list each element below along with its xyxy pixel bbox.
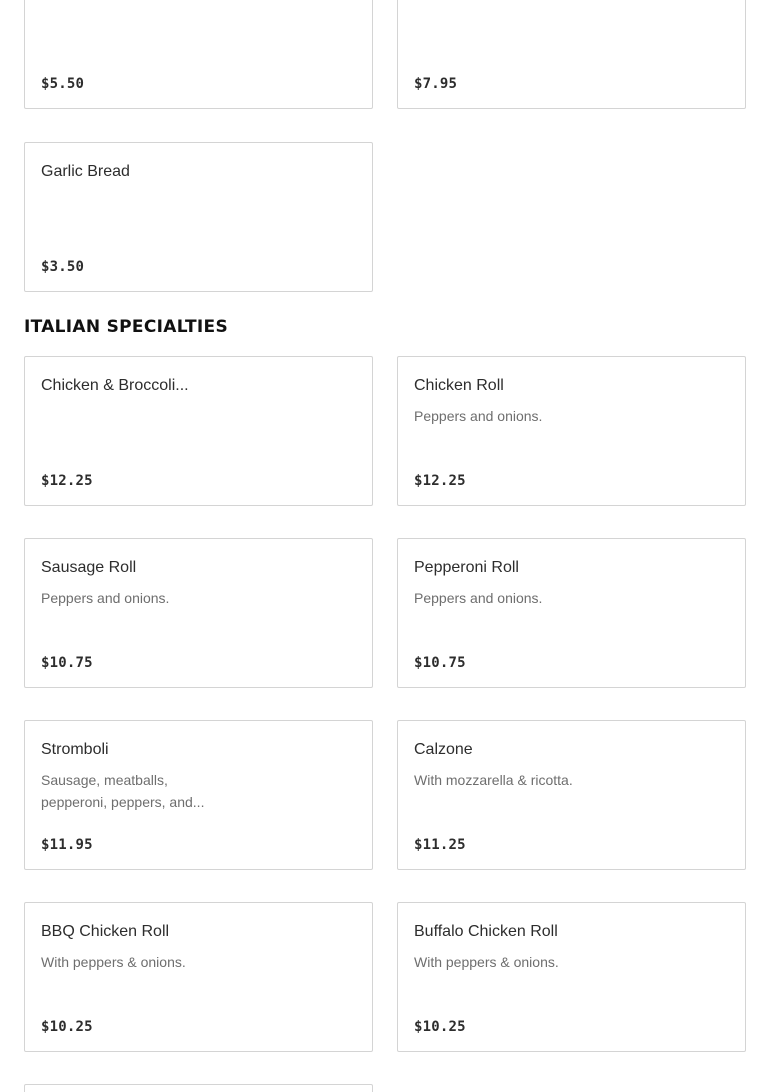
menu-item-card[interactable]	[397, 720, 746, 870]
item-name: Pepperoni Roll	[414, 559, 519, 576]
section-title: ITALIAN SPECIALTIES	[24, 317, 228, 337]
item-description: With mozzarella & ricotta.	[414, 772, 573, 788]
item-price: $3.50	[41, 259, 85, 275]
menu-item-card[interactable]	[24, 0, 373, 109]
menu-item-card[interactable]	[24, 902, 373, 1052]
menu-item-card[interactable]	[397, 538, 746, 688]
item-price: $11.95	[41, 837, 93, 853]
item-name: Garlic Bread	[41, 163, 130, 180]
item-name: BBQ Chicken Roll	[41, 923, 170, 940]
item-description: Peppers and onions.	[41, 590, 170, 606]
item-description: With peppers & onions.	[41, 954, 186, 970]
menu-item-card[interactable]	[24, 720, 373, 870]
item-description: Peppers and onions.	[414, 408, 543, 424]
item-name: Stromboli	[41, 741, 109, 758]
item-price: $10.25	[414, 1019, 466, 1035]
item-price: $12.25	[414, 473, 466, 489]
menu-item-card[interactable]	[24, 1084, 373, 1092]
item-description: Sausage, meatballs, pepperoni, peppers, and...	[41, 772, 205, 810]
item-price: $7.95	[414, 76, 458, 92]
item-description: Peppers and onions.	[414, 590, 543, 606]
menu-item-card[interactable]	[397, 356, 746, 506]
item-price: $10.75	[41, 655, 93, 671]
item-description: With peppers & onions.	[414, 954, 559, 970]
item-name: Chicken & Broccoli...	[41, 377, 189, 394]
item-name: Buffalo Chicken Roll	[414, 923, 558, 940]
item-name: Sausage Roll	[41, 559, 137, 576]
menu-item-card-garlic-bread[interactable]	[24, 142, 373, 292]
item-name: Calzone	[414, 741, 473, 758]
item-price: $5.50	[41, 76, 85, 92]
item-price: $12.25	[41, 473, 93, 489]
item-price: $11.25	[414, 837, 466, 853]
item-price: $10.75	[414, 655, 466, 671]
item-name: Chicken Roll	[414, 377, 504, 394]
menu-item-card[interactable]	[397, 0, 746, 109]
item-price: $10.25	[41, 1019, 93, 1035]
menu-item-card[interactable]	[24, 538, 373, 688]
menu-item-card[interactable]	[397, 902, 746, 1052]
menu-item-card[interactable]	[24, 356, 373, 506]
